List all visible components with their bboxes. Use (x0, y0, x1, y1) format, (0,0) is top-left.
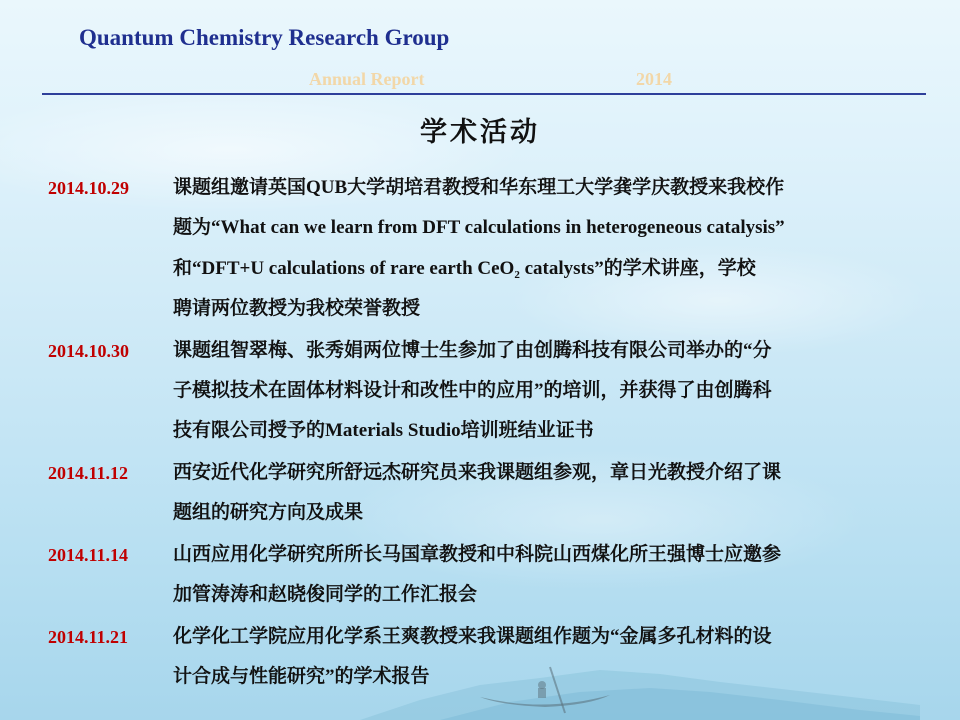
event-date-3: 2014.11.12 (48, 463, 129, 483)
event-3-line-2: 题组的研究方向及成果 (173, 502, 364, 523)
event-2-line-3: 技有限公司授予的Materials Studio培训班结业证书 (173, 420, 594, 441)
event-1-line-3-a: 和“DFT+U calculations of rare earth CeO (173, 258, 515, 279)
event-5-line-2: 计合成与性能研究”的学术报告 (173, 666, 430, 687)
event-1-line-4: 聘请两位教授为我校荣誉教授 (173, 298, 421, 319)
boat-silhouette (470, 655, 620, 715)
group-title: Quantum Chemistry Research Group (79, 25, 450, 50)
event-1-line-1: 课题组邀请英国QUB大学胡培君教授和华东理工大学龚学庆教授来我校作 (173, 177, 785, 198)
event-2-line-2: 子模拟技术在固体材料设计和改性中的应用”的培训，并获得了由创腾科 (173, 380, 772, 401)
event-4-line-2: 加管涛涛和赵晓俊同学的工作汇报会 (173, 584, 478, 605)
event-1-line-2: 题为“What can we learn from DFT calculations in heterogeneous catalysis” (173, 217, 785, 238)
mountain-silhouette (360, 630, 920, 720)
report-label: Annual Report (309, 69, 425, 89)
report-year: 2014 (636, 69, 672, 89)
event-4-line-1: 山西应用化学研究所所长马国章教授和中科院山西煤化所王强博士应邀参 (173, 544, 782, 565)
event-3-line-1: 西安近代化学研究所舒远杰研究员来我课题组参观，章日光教授介绍了课 (173, 462, 782, 483)
event-1-subscript: 2 (514, 269, 520, 281)
header-divider (42, 93, 926, 95)
section-heading: 学术活动 (420, 117, 540, 147)
event-date-1: 2014.10.29 (48, 178, 129, 198)
event-date-4: 2014.11.14 (48, 545, 129, 565)
event-date-5: 2014.11.21 (48, 627, 129, 647)
event-5-line-1: 化学化工学院应用化学系王爽教授来我课题组作题为“金属多孔材料的设 (173, 626, 772, 647)
event-1-line-3 (173, 258, 756, 286)
event-2-line-1: 课题组智翠梅、张秀娟两位博士生参加了由创腾科技有限公司举办的“分 (173, 340, 772, 361)
event-1-line-3-b: catalysts”的学术讲座，学校 (519, 258, 756, 279)
event-date-2: 2014.10.30 (48, 341, 129, 361)
